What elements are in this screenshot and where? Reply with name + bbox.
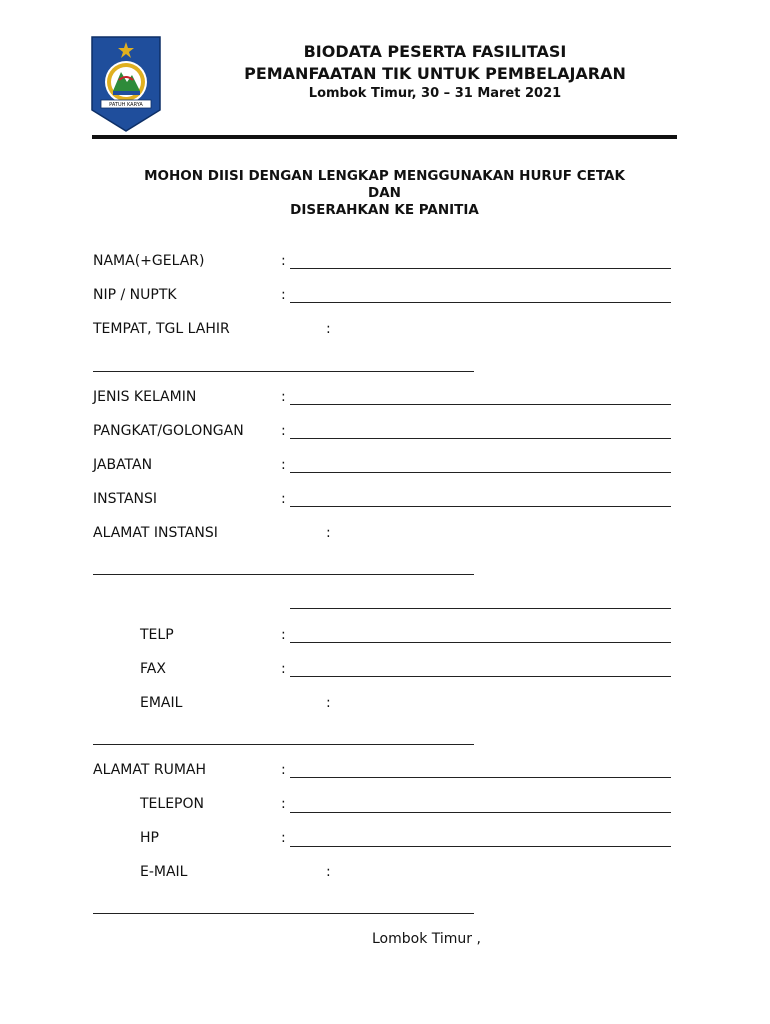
instruction-line3: DISERAHKAN KE PANITIA	[290, 202, 479, 218]
email-label: EMAIL	[140, 695, 183, 711]
telepon-field[interactable]	[290, 793, 670, 811]
nama-field[interactable]	[290, 250, 670, 268]
provincial-logo	[91, 36, 161, 132]
email-underline	[93, 744, 474, 745]
jabatan-colon: :	[281, 457, 286, 473]
telp-colon: :	[281, 627, 286, 643]
ttl-colon: :	[326, 321, 331, 337]
email-field[interactable]	[93, 726, 473, 744]
alamat-rumah-colon: :	[281, 762, 286, 778]
instansi-field[interactable]	[290, 488, 670, 506]
hp-label: HP	[140, 830, 159, 846]
header-divider	[92, 135, 677, 139]
alamat-instansi-underline-2	[290, 608, 671, 609]
email-rumah-colon: :	[326, 864, 331, 880]
form-title-line1: BIODATA PESERTA FASILITASI	[303, 42, 567, 61]
jenis-kelamin-colon: :	[281, 389, 286, 405]
jabatan-field[interactable]	[290, 454, 670, 472]
closing-place: Lombok Timur ,	[372, 931, 481, 947]
jenis-kelamin-underline	[290, 404, 671, 405]
alamat-instansi-underline	[93, 574, 474, 575]
pangkat-colon: :	[281, 423, 286, 439]
telp-field[interactable]	[290, 624, 670, 642]
form-title-line2: PEMANFAATAN TIK UNTUK PEMBELAJARAN	[244, 64, 626, 83]
alamat-rumah-label: ALAMAT RUMAH	[93, 762, 207, 778]
pangkat-field[interactable]	[290, 420, 670, 438]
telepon-label: TELEPON	[140, 796, 204, 812]
pangkat-underline	[290, 438, 671, 439]
instruction-line1: MOHON DIISI DENGAN LENGKAP MENGGUNAKAN HURUF CETAK	[144, 168, 625, 184]
telepon-underline	[290, 812, 671, 813]
pangkat-label: PANGKAT/GOLONGAN	[93, 423, 244, 439]
ttl-underline	[93, 371, 474, 372]
alamat-instansi-label: ALAMAT INSTANSI	[93, 525, 218, 541]
nip-label: NIP / NUPTK	[93, 287, 177, 303]
email-colon: :	[326, 695, 331, 711]
instansi-underline	[290, 506, 671, 507]
fax-field[interactable]	[290, 658, 670, 676]
instansi-colon: :	[281, 491, 286, 507]
nama-colon: :	[281, 253, 286, 269]
ttl-label: TEMPAT, TGL LAHIR	[93, 321, 230, 337]
jabatan-underline	[290, 472, 671, 473]
fax-colon: :	[281, 661, 286, 677]
ttl-field[interactable]	[93, 353, 473, 371]
event-place-date: Lombok Timur, 30 – 31 Maret 2021	[308, 86, 562, 101]
email-rumah-label: E-MAIL	[140, 864, 188, 880]
nip-colon: :	[281, 287, 286, 303]
alamat-rumah-underline	[290, 777, 671, 778]
email-rumah-underline	[93, 913, 474, 914]
nama-underline	[290, 268, 671, 269]
jabatan-label: JABATAN	[93, 457, 153, 473]
nip-field[interactable]	[290, 284, 670, 302]
alamat-instansi-colon: :	[326, 525, 331, 541]
alamat-instansi-field[interactable]	[93, 556, 473, 574]
nip-underline	[290, 302, 671, 303]
fax-underline	[290, 676, 671, 677]
hp-field[interactable]	[290, 827, 670, 845]
jenis-kelamin-field[interactable]	[290, 386, 670, 404]
telp-underline	[290, 642, 671, 643]
instruction-line2: DAN	[368, 185, 401, 201]
telepon-colon: :	[281, 796, 286, 812]
jenis-kelamin-label: JENIS KELAMIN	[93, 389, 197, 405]
svg-text:PATUH KARYA: PATUH KARYA	[109, 102, 143, 108]
nama-label: NAMA(+GELAR)	[93, 253, 205, 269]
hp-underline	[290, 846, 671, 847]
fax-label: FAX	[140, 661, 166, 677]
email-rumah-field[interactable]	[93, 895, 473, 913]
hp-colon: :	[281, 830, 286, 846]
alamat-rumah-field[interactable]	[290, 759, 670, 777]
instansi-label: INSTANSI	[93, 491, 158, 507]
alamat-instansi-field-2[interactable]	[290, 590, 670, 608]
telp-label: TELP	[140, 627, 174, 643]
